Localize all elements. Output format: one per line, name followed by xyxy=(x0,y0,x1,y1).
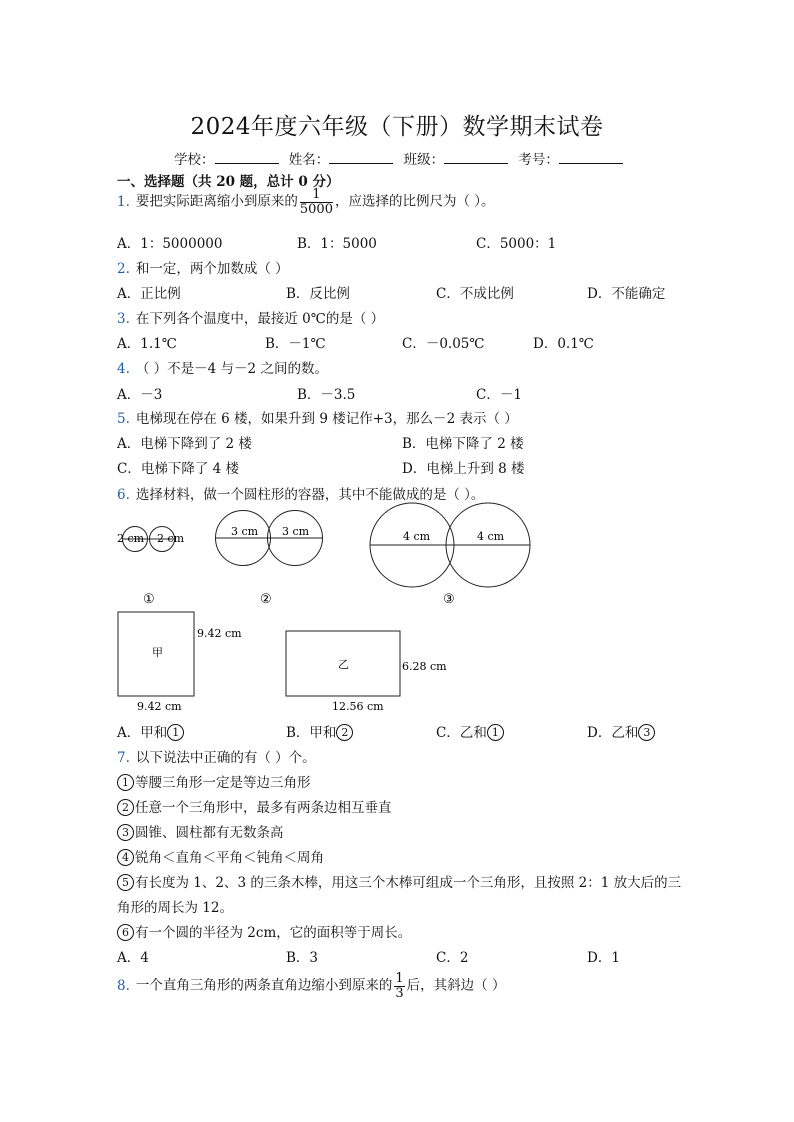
statement-text: 有一个圆的半径为 2cm，它的面积等于周长。 xyxy=(135,925,412,941)
circle-1-label-left: 2 cm xyxy=(117,532,145,545)
q1-option-a[interactable]: A．1：5000000 xyxy=(117,236,223,252)
q7-statement-1 xyxy=(117,771,311,791)
circled-number: 3 xyxy=(638,724,655,741)
q5-option-d[interactable]: D．电梯上升到 8 楼 xyxy=(402,461,525,477)
figure-mark-1: ① xyxy=(143,592,155,607)
q2-option-b[interactable]: B．反比例 xyxy=(286,286,350,302)
q3-option-d[interactable]: D．0.1℃ xyxy=(533,336,594,352)
q6-option-a[interactable] xyxy=(117,721,185,741)
page-title: 2024年度六年级（下册）数学期末试卷 xyxy=(190,114,604,140)
circled-number: 6 xyxy=(117,924,134,941)
q2-option-a[interactable]: A．正比例 xyxy=(117,286,181,302)
q7-statement-5 xyxy=(117,871,681,891)
q3-option-c[interactable]: C．－0.05℃ xyxy=(402,336,485,352)
rect-yi-bottom-label: 12.56 cm xyxy=(332,700,384,713)
fraction xyxy=(394,972,404,1000)
question-number: 3. xyxy=(117,311,130,327)
statement-text: 任意一个三角形中，最多有两条边相互垂直 xyxy=(135,800,392,816)
question-text: 在下列各个温度中，最接近 0℃的是（ ） xyxy=(135,311,385,327)
statement-text: 有长度为 1、2、3 的三条木棒，用这三个木棒可组成一个三角形，且按照 2：1 放大后的三 xyxy=(135,875,682,891)
question-number: 8. xyxy=(117,977,130,994)
rectangle-yi xyxy=(286,631,447,713)
circled-number: 2 xyxy=(117,799,134,816)
question-1 xyxy=(117,188,495,216)
question-number: 5. xyxy=(117,411,130,427)
option-text: C．乙和 xyxy=(436,725,487,741)
circled-number: 3 xyxy=(117,824,134,841)
fraction-numerator: 1 xyxy=(300,188,333,203)
section-heading: 一、选择题（共 20 题，总计 0 分） xyxy=(117,174,340,190)
rect-jia-side-label: 9.42 cm xyxy=(197,627,242,640)
q4-option-b[interactable]: B．－3.5 xyxy=(297,387,356,403)
q6-option-b[interactable] xyxy=(286,721,354,741)
rect-yi-side-label: 6.28 cm xyxy=(402,660,447,673)
q2-option-c[interactable]: C．不成比例 xyxy=(436,286,514,302)
option-text: B．甲和 xyxy=(286,725,337,741)
circle-3-label-left: 4 cm xyxy=(403,530,431,543)
circle-pair-2 xyxy=(216,511,323,608)
circle-2-label-left: 3 cm xyxy=(231,525,259,538)
q5-option-b[interactable]: B．电梯下降了 2 楼 xyxy=(402,436,524,452)
question-2 xyxy=(117,257,289,277)
q7-statement-4 xyxy=(117,846,324,866)
question-5 xyxy=(117,407,518,427)
q4-option-c[interactable]: C．－1 xyxy=(476,387,522,403)
question-text: 要把实际距离缩小到原来的 xyxy=(135,193,298,210)
q6-option-d[interactable] xyxy=(587,721,656,741)
q5-option-a[interactable]: A．电梯下降到了 2 楼 xyxy=(117,436,252,452)
exam-no-label: 考号： xyxy=(518,152,559,168)
q1-option-c[interactable]: C．5000：1 xyxy=(476,236,557,252)
name-blank[interactable] xyxy=(329,151,393,164)
q7-statement-6 xyxy=(117,921,411,941)
circled-number: 1 xyxy=(167,724,184,741)
class-blank[interactable] xyxy=(444,151,508,164)
cylinder-materials-figure xyxy=(110,500,710,720)
question-number: 2. xyxy=(117,261,130,277)
rect-jia-bottom-label: 9.42 cm xyxy=(137,700,182,713)
question-text: 和一定，两个加数成（ ） xyxy=(135,261,289,277)
question-7 xyxy=(117,746,316,766)
question-number: 4. xyxy=(117,361,130,377)
circled-number: 5 xyxy=(117,874,134,891)
question-text: 选择材料，做一个圆柱形的容器，其中不能做成的是（ ）。 xyxy=(135,487,485,503)
q4-option-a[interactable]: A．－3 xyxy=(117,387,163,403)
figure-mark-2: ② xyxy=(260,592,272,607)
rectangle-jia xyxy=(118,612,242,713)
q7-option-b[interactable]: B．3 xyxy=(286,950,319,966)
q3-option-a[interactable]: A．1.1℃ xyxy=(117,336,177,352)
question-number: 6. xyxy=(117,487,130,503)
circled-number: 2 xyxy=(336,724,353,741)
figure-mark-3: ③ xyxy=(443,592,455,607)
q3-option-b[interactable]: B．－1℃ xyxy=(265,336,326,352)
circled-number: 1 xyxy=(117,774,134,791)
q5-option-c[interactable]: C．电梯下降了 4 楼 xyxy=(117,461,240,477)
question-text-tail: ，应选择的比例尺为（ ）。 xyxy=(334,193,495,210)
question-number: 7. xyxy=(117,750,130,766)
question-text: 一个直角三角形的两条直角边缩小到原来的 xyxy=(135,977,393,994)
option-text: D．乙和 xyxy=(587,725,639,741)
q2-option-d[interactable]: D．不能确定 xyxy=(587,286,666,302)
rect-jia-name: 甲 xyxy=(152,646,163,659)
question-text-tail: 后，其斜边（ ） xyxy=(406,977,506,994)
circled-number: 4 xyxy=(117,849,134,866)
option-text: A．甲和 xyxy=(117,725,168,741)
circled-number: 1 xyxy=(487,724,504,741)
student-info-line xyxy=(174,148,629,168)
school-blank[interactable] xyxy=(215,151,279,164)
question-number: 1. xyxy=(117,193,130,210)
statement-text: 等腰三角形一定是等边三角形 xyxy=(135,775,311,791)
question-8 xyxy=(117,972,505,1000)
q6-option-c[interactable] xyxy=(436,721,505,741)
statement-text: 圆锥、圆柱都有无数条高 xyxy=(135,825,284,841)
fraction-denominator: 5000 xyxy=(299,201,333,217)
q7-statement-3 xyxy=(117,821,284,841)
question-3 xyxy=(117,307,384,327)
class-label: 班级： xyxy=(403,152,445,168)
q7-statement-2 xyxy=(117,796,392,816)
fraction xyxy=(300,188,333,216)
circle-pair-3 xyxy=(370,503,530,607)
q7-statement-5-continued: 角形的周长为 12。 xyxy=(117,900,233,916)
q7-option-a[interactable]: A．4 xyxy=(117,950,149,966)
rect-yi-name: 乙 xyxy=(338,658,349,671)
q7-option-d[interactable]: D．1 xyxy=(587,950,620,966)
question-text: 电梯现在停在 6 楼，如果升到 9 楼记作+3，那么－2 表示（ ） xyxy=(135,411,518,427)
circle-3-label-right: 4 cm xyxy=(477,530,505,543)
circle-1-label-right: 2 cm xyxy=(157,532,185,545)
circle-2-label-right: 3 cm xyxy=(282,525,310,538)
question-text: （ ）不是－4 与－2 之间的数。 xyxy=(135,361,328,377)
statement-text: 锐角＜直角＜平角＜钝角＜周角 xyxy=(135,850,324,866)
exam-no-blank[interactable] xyxy=(559,151,623,164)
q1-option-b[interactable]: B．1：5000 xyxy=(297,236,377,252)
school-label: 学校： xyxy=(174,152,215,168)
fraction-denominator: 3 xyxy=(395,985,404,1001)
question-4 xyxy=(117,357,328,377)
name-label: 姓名： xyxy=(288,152,330,168)
circle-pair-1 xyxy=(117,527,185,608)
question-text: 以下说法中正确的有（ ）个。 xyxy=(135,750,316,766)
q7-option-c[interactable]: C．2 xyxy=(436,950,469,966)
fraction-numerator: 1 xyxy=(395,971,404,986)
